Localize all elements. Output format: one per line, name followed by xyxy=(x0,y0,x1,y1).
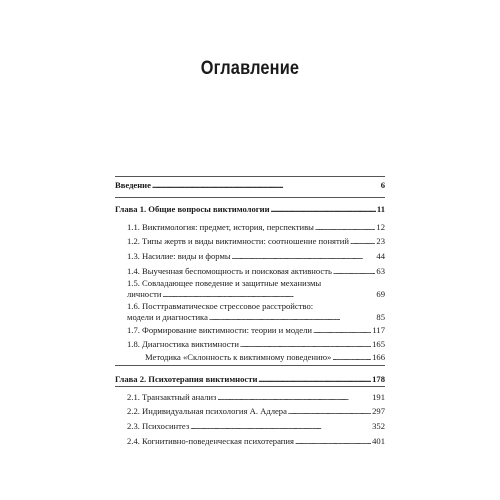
dot-leader xyxy=(315,222,375,233)
toc-entry-page: 11 xyxy=(376,204,385,214)
dot-leader xyxy=(350,236,375,247)
dot-leader xyxy=(288,406,371,417)
toc-entry-page: 191 xyxy=(372,392,385,402)
dot-leader xyxy=(295,436,371,447)
dot-leader xyxy=(271,204,376,215)
toc-entry-page: 178 xyxy=(372,374,385,384)
toc-entry-1-5[interactable] xyxy=(127,289,385,300)
toc-entry-page: 69 xyxy=(376,289,385,299)
page-title: Оглавление xyxy=(200,58,300,79)
toc-entry-1-4[interactable] xyxy=(127,266,385,277)
toc-entry-2-1[interactable] xyxy=(127,392,385,403)
toc-entry-page: 117 xyxy=(372,325,385,335)
toc-entry-title: 2.4. Когнитивно-поведенческая психотерапия xyxy=(127,436,294,446)
toc-entry-2-2[interactable] xyxy=(127,406,385,417)
divider xyxy=(115,365,385,366)
toc-entry-title: 2.1. Транзактный анализ xyxy=(127,392,217,402)
toc-entry-title: личности xyxy=(127,289,162,299)
dot-leader xyxy=(163,289,376,300)
divider xyxy=(115,176,385,177)
dot-leader xyxy=(190,421,371,432)
toc-entry-title: 1.2. Типы жертв и виды виктимности: соотношение понятий xyxy=(127,236,349,246)
dot-leader xyxy=(240,339,371,350)
toc-entry-title: Введение xyxy=(115,180,151,190)
toc-entry-method[interactable] xyxy=(145,352,385,363)
dot-leader xyxy=(258,374,371,385)
toc-entry-introduction[interactable] xyxy=(115,180,385,191)
toc-entry-page: 12 xyxy=(376,222,385,232)
toc-entry-title: Глава 2. Психотерапия виктимности xyxy=(115,374,258,384)
toc-entry-1-7[interactable] xyxy=(127,325,385,336)
toc-entry-page: 352 xyxy=(372,421,385,431)
toc-entry-page: 23 xyxy=(376,236,385,246)
dot-leader xyxy=(152,180,380,191)
toc-entry-page: 85 xyxy=(376,312,385,322)
toc-entry-title: Методика «Склонность к виктимному поведению» xyxy=(145,352,332,362)
toc-entry-title: Глава 1. Общие вопросы виктимологии xyxy=(115,204,270,214)
divider xyxy=(115,386,385,387)
toc-entry-title: 2.2. Индивидуальная психология А. Адлера xyxy=(127,406,287,416)
toc-entry-title: 1.4. Выученная беспомощность и поисковая активность xyxy=(127,266,332,276)
toc-entry-1-8[interactable] xyxy=(127,339,385,350)
toc-entry-title: 1.1. Виктимология: предмет, история, перспективы xyxy=(127,222,314,232)
toc-entry-page: 63 xyxy=(376,266,385,276)
dot-leader xyxy=(217,392,371,403)
toc-entry-title: модели и диагностика xyxy=(127,312,208,322)
toc-entry-page: 401 xyxy=(372,436,385,446)
dot-leader xyxy=(333,266,376,277)
toc-entry-1-3[interactable] xyxy=(127,251,385,262)
toc-entry-1-2[interactable] xyxy=(127,236,385,247)
toc-entry-page: 297 xyxy=(372,406,385,416)
toc-entry-chapter-2[interactable] xyxy=(115,374,385,385)
toc-entry-title: 2.3. Психосинтез xyxy=(127,421,190,431)
toc-entry-page: 165 xyxy=(372,339,385,349)
dot-leader xyxy=(332,352,371,363)
toc-entry-page: 44 xyxy=(376,251,385,261)
toc-entry-page: 6 xyxy=(380,180,385,190)
toc-entry-page: 166 xyxy=(372,352,385,362)
divider xyxy=(115,197,385,198)
toc-entry-1-6-line1[interactable]: 1.6. Посттравматическое стрессовое расстройство: xyxy=(127,301,314,311)
dot-leader xyxy=(209,312,376,323)
toc-entry-1-6[interactable] xyxy=(127,312,385,323)
toc-entry-chapter-1[interactable] xyxy=(115,204,385,215)
toc-entry-2-3[interactable] xyxy=(127,421,385,432)
toc-entry-2-4[interactable] xyxy=(127,436,385,447)
dot-leader xyxy=(313,325,371,336)
dot-leader xyxy=(232,251,376,262)
toc-entry-title: 1.8. Диагностика виктимности xyxy=(127,339,239,349)
toc-entry-1-5-line1[interactable]: 1.5. Совладающее поведение и защитные механизмы xyxy=(127,278,322,288)
toc-entry-1-1[interactable] xyxy=(127,222,385,233)
toc-entry-title: 1.7. Формирование виктимности: теории и модели xyxy=(127,325,312,335)
toc-entry-title: 1.3. Насилие: виды и формы xyxy=(127,251,231,261)
